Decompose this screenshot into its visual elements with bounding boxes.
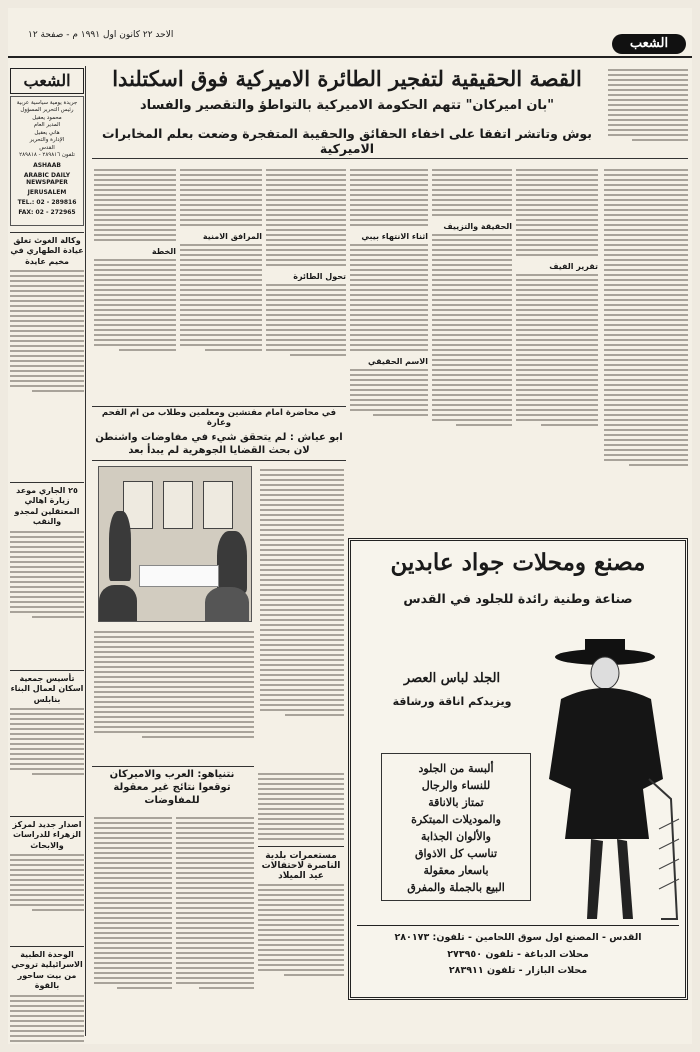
issue-date: الاحد ٢٢ كانون اول ١٩٩١ م - صفحة ١٢ — [28, 30, 174, 40]
newspaper-page — [8, 8, 692, 1044]
publisher-box — [10, 96, 84, 226]
story-kicker: في محاضرة امام مفتشين ومعلمين وطلاب من ام الفحم وعارة — [101, 408, 337, 428]
ad-product-line: والألوان الجذابة — [421, 830, 491, 844]
info-line: القدس — [39, 144, 55, 151]
story-body — [608, 69, 688, 141]
ad-branch: محلات البازار - تلفون ٢٨٣٩١١ — [448, 965, 588, 977]
story-body — [260, 469, 344, 716]
story-body — [176, 817, 254, 989]
ad-product-line: البيع بالجملة والمفرق — [407, 881, 505, 895]
lead-story-column — [432, 166, 512, 526]
lead-story-column — [266, 166, 346, 402]
story-headline-block — [92, 408, 346, 456]
story-body — [10, 270, 84, 392]
english-line: FAX: 02 - 272965 — [18, 209, 76, 217]
ad-contact-block — [357, 925, 679, 993]
leather-factory-ad — [348, 538, 688, 1000]
story-headline-block — [92, 768, 252, 812]
english-line: TEL.: 02 - 289816 — [17, 199, 77, 207]
lead-story-column — [516, 166, 598, 526]
story-body — [10, 854, 84, 911]
lead-headline: القصة الحقيقية لتفجير الطائرة الاميركية فوق اسكتلندا — [112, 66, 582, 91]
ad-slogan-secondary: ويزيدكم اناقة ورشاقة — [392, 695, 512, 708]
story-body — [10, 531, 84, 618]
info-line: المدير العام — [33, 122, 61, 129]
story-body — [350, 369, 428, 416]
divider — [92, 158, 688, 159]
story-body — [258, 773, 344, 840]
lead-column-top — [608, 66, 688, 156]
sidebar-story-headline: تأسيس جمعية اسكان لعمال البناء بنابلس — [10, 670, 84, 705]
sidebar-story-headline: ٢٥ الجاري موعد زيارة اهالي المعتقلين لمجدو والنقب — [10, 482, 84, 528]
sidebar-story-headline: وكالة الغوث تغلق عيادة الطهاري في مخيم عايدة — [10, 232, 84, 267]
story-body — [94, 817, 172, 989]
lead-story-column — [350, 166, 428, 526]
sidebar-story — [10, 816, 84, 914]
ad-tagline: صناعة وطنية رائدة للجلود في القدس — [403, 591, 633, 606]
story-body — [350, 169, 428, 226]
lead-story-column — [604, 166, 688, 526]
subhead: تقرير الفيف — [549, 262, 598, 271]
sidebar-story-headline: الوحدة الطبية الاسرائيلية تروحي من بيت ساحور بالقوة — [10, 946, 84, 992]
story-body — [94, 259, 176, 351]
subhead: الاسم الحقيقي — [367, 357, 428, 366]
story-column — [176, 814, 254, 1034]
sidebar-story-headline: اصدار جديد لمركز الزهراء للدراسات والابحاث — [10, 816, 84, 851]
subhead: الخطة — [151, 247, 176, 256]
info-line: جريدة يومية سياسية عربية — [16, 100, 78, 106]
info-line: تلفون ٢٨٩٨١٦ - ٢٨٩٨١٨ — [19, 151, 75, 158]
story-body — [94, 169, 176, 241]
divider — [92, 460, 346, 461]
sidebar-story — [10, 232, 84, 395]
story-column — [258, 770, 344, 1034]
ad-business-name: مصنع ومحلات جواد عابدين — [390, 549, 646, 576]
ad-product-line: ألبسة من الجلود — [418, 762, 494, 775]
lead-deck: بوش وتاتشر اتفقا على اخفاء الحقائق والحقيبة المتفجرة وضعت بعلم المخابرات الاميركية — [102, 126, 592, 156]
story-body — [350, 244, 428, 351]
story-body — [516, 274, 598, 426]
story-body — [94, 631, 254, 738]
lead-story-banner — [92, 66, 602, 158]
masthead-logo: الشعب — [612, 34, 686, 54]
story-body — [266, 169, 346, 266]
info-line: هاني يعقيل — [34, 129, 60, 136]
story-body — [604, 169, 688, 466]
story-body — [258, 884, 344, 976]
news-photo — [98, 466, 252, 622]
story-column — [94, 814, 172, 1034]
ad-branch: محلات الدباغة - تلفون ٢٧٣٩٥٠ — [447, 948, 589, 960]
story-body — [516, 169, 598, 256]
ad-product-line: تمتاز بالاناقة — [428, 796, 484, 810]
info-line: الإدارة والتحرير — [29, 137, 65, 144]
story-body — [10, 995, 84, 1044]
ad-product-box — [381, 753, 531, 901]
story-headline: نتنياهو: العرب والاميركان توقعوا نتائج غير معقولة للمفاوضات — [109, 769, 235, 806]
model-illustration-icon — [531, 629, 681, 929]
ad-product-line: والموديلات المبتكرة — [411, 813, 501, 827]
left-sidebar — [8, 66, 86, 1036]
english-line: ARABIC DAILY NEWSPAPER — [23, 172, 71, 187]
subhead: المرافق الامنية — [202, 232, 262, 241]
story-body — [180, 169, 262, 226]
story-body — [180, 244, 262, 351]
story-body — [266, 284, 346, 356]
sidebar-story — [10, 946, 84, 1044]
sidebar-story — [10, 670, 84, 778]
ad-product-line: للنساء والرجال — [421, 779, 491, 793]
subhead: تحول الطائرة — [293, 272, 346, 281]
page-header — [8, 8, 692, 58]
ad-slogan: الجلد لباس العصر — [403, 671, 501, 686]
english-line: ASHAAB — [33, 162, 61, 170]
sidebar-story — [10, 482, 84, 621]
ad-address: القدس - المصنع اول سوق اللحامين - تلفون: ٢٨٠١٧٣ — [394, 932, 642, 943]
lead-story-column — [180, 166, 262, 402]
story-body — [432, 169, 512, 216]
divider — [92, 406, 346, 407]
divider — [92, 766, 254, 767]
story-column — [94, 628, 254, 762]
story-body — [432, 234, 512, 426]
story-column — [260, 466, 344, 766]
ad-product-line: تناسب كل الاذواق — [414, 847, 498, 861]
subhead: الحقيقة والتزييف — [443, 222, 512, 231]
ad-product-line: باسعار معقولة — [423, 864, 489, 878]
info-line: محمود يعقيل — [32, 114, 62, 121]
lead-subheadline: "بان اميركان" تتهم الحكومة الاميركية بالتواطؤ والتقصير والفساد — [140, 98, 554, 113]
lead-story-column — [94, 166, 176, 402]
subhead: اثناء الانتهاء بيبي — [361, 232, 428, 241]
story-headline: مستعمرات بلدية الناصرة لاحتفالات عيد الميلاد — [258, 846, 344, 881]
story-headline: ابو عياش : لم يتحقق شيء في مفاوضات واشنطن لان بحث القضايا الجوهرية لم يبدأ بعد — [95, 432, 343, 456]
info-line: رئيس التحرير المسؤول — [20, 107, 74, 114]
sidebar-logo: الشعب — [10, 68, 84, 94]
english-line: JERUSALEM — [27, 189, 67, 197]
story-body — [10, 708, 84, 775]
